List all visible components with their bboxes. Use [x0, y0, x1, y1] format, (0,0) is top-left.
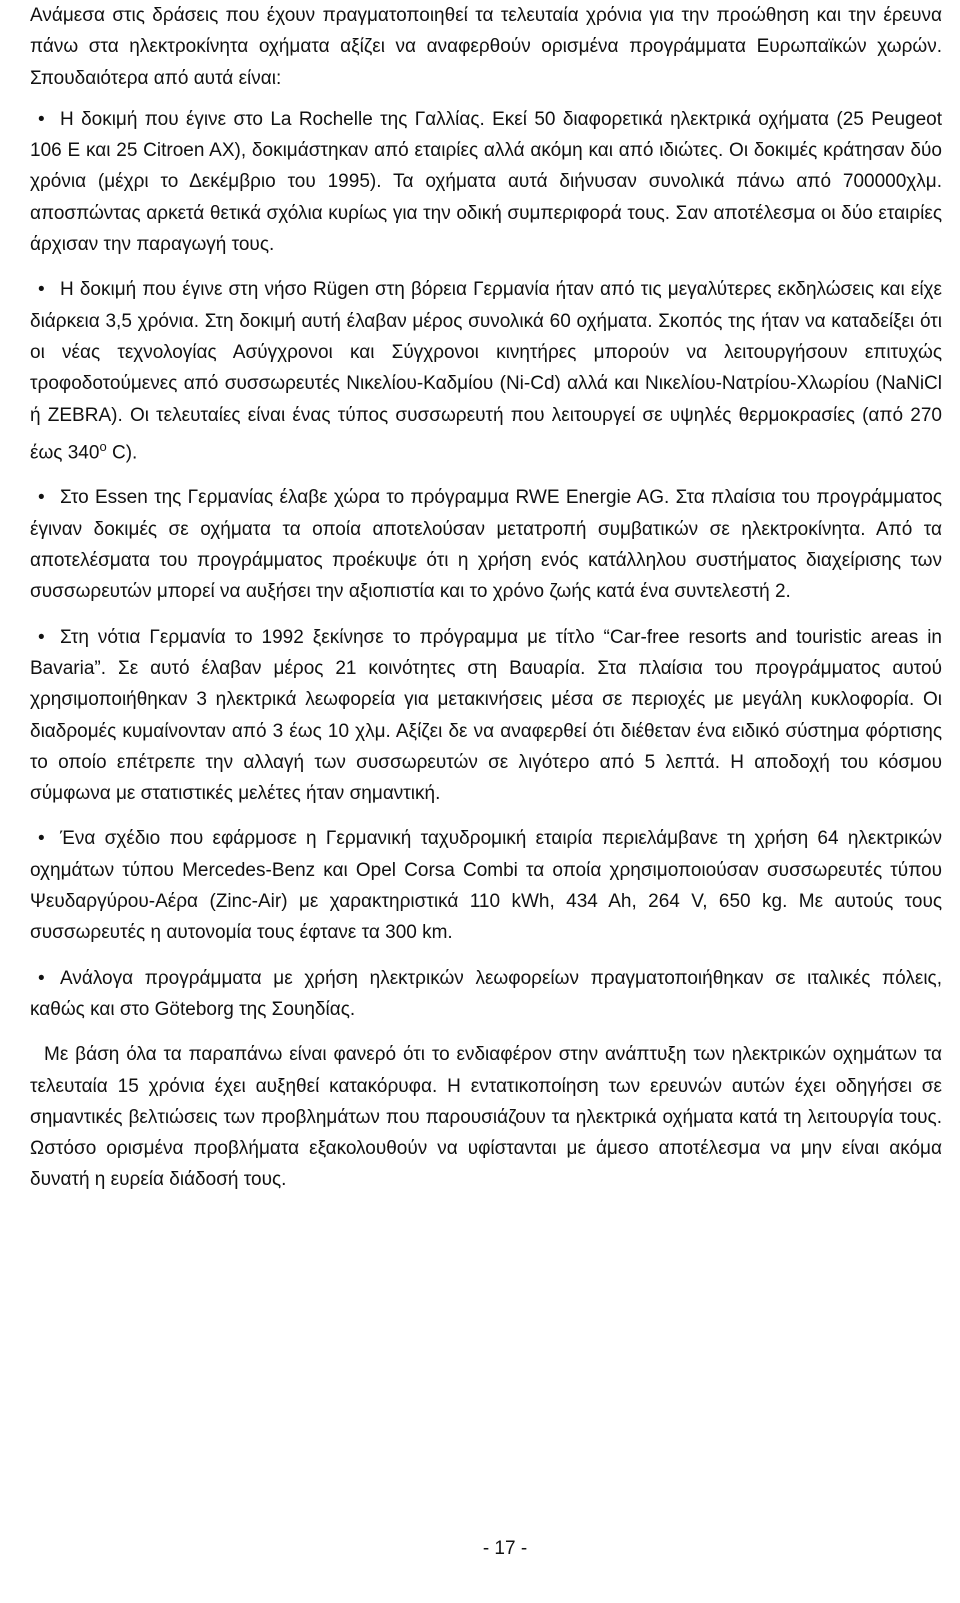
bullet-text: Στο Essen της Γερμανίας έλαβε χώρα το πρόγραμμα RWE Energie AG. Στα πλαίσια του προγράμματος έγιναν δοκιμές σε οχήματα τα οποία αποτελούσαν μετατροπή συμβατικών σε ηλεκτροκίνητα. Από τα αποτελέσματα του προγράμματος προέκυψε ότι η χρήση ενός κατάλληλου συστήματος διαχείρισης των συσσωρευτών μπορεί να αυξήσει την αξιοπιστία και το χρόνο ζωής κατά ένα συντελεστή 2.: [30, 487, 942, 603]
bullet-postal: [30, 823, 942, 948]
bullet-italy-goteborg: [30, 963, 942, 1026]
page-footer: [0, 1538, 960, 1560]
bullet-marker: •: [38, 487, 45, 509]
page-number: - 17 -: [482, 1538, 528, 1559]
bullet-text: Στη νότια Γερμανία το 1992 ξεκίνησε το πρόγραμμα με τίτλο “Car-free resorts and touristic areas in Bavaria”. Σε αυτό έλαβαν μέρος 21 κοινότητες στη Βαυαρία. Στα πλαίσια του προγράμματος αυτού χρησιμοποιήθηκαν 3 ηλεκτρικά λεωφορεία για μετακινήσεις μέσα σε περιοχές με μεγάλη κυκλοφορία. Οι διαδρομές κυμαίνονταν από 3 έως 10 χλμ. Αξίζει δε να αναφερθεί ότι διέθεταν ένα ειδικό σύστημα φόρτισης το οποίο επέτρεπε την αλλαγή των συσσωρευτών σε λιγότερο από 5 λεπτά. Η αποδοχή του κόσμου σύμφωνα με στατιστικές μελέτες ήταν σημαντική.: [30, 626, 942, 805]
bullet-marker: •: [38, 967, 45, 989]
bullet-marker: •: [38, 108, 45, 130]
degree-superscript: ο: [99, 438, 107, 454]
document-body: [30, 0, 942, 1196]
bullet-bavaria: [30, 622, 942, 810]
bullet-text-tail: C).: [106, 442, 138, 464]
bullet-la-rochelle: [30, 104, 942, 260]
bullet-text: Ανάλογα προγράμματα με χρήση ηλεκτρικών λεωφορείων πραγματοποιήθηκαν σε ιταλικές πόλεις, καθώς και στο Göteborg της Σουηδίας.: [30, 967, 942, 1020]
bullet-marker: •: [38, 828, 45, 850]
bullet-text: Η δοκιμή που έγινε στο La Rochelle της Γαλλίας. Εκεί 50 διαφορετικά ηλεκτρικά οχήματα (25 Peugeot 106 E και 25 Citroen AX), δοκιμάστηκαν από εταιρίες αλλά ακόμη και από ιδιώτες. Οι δοκιμές κράτησαν δύο χρόνια (μέχρι το Δεκέμβριο του 1995). Τα οχήματα αυτά διήνυσαν συνολικά πάνω από 700000χλμ. αποσπώντας αρκετά θετικά σχόλια κυρίως για την οδική συμπεριφορά τους. Σαν αποτέλεσμα οι δύο εταιρίες άρχισαν την παραγωγή τους.: [30, 108, 942, 256]
bullet-marker: •: [38, 626, 45, 648]
bullet-text: Ένα σχέδιο που εφάρμοσε η Γερμανική ταχυδρομική εταιρία περιελάμβανε τη χρήση 64 ηλεκτρικών οχημάτων τύπου Mercedes-Benz και Opel Corsa Combi τα οποία χρησιμοποιούσαν συσσωρευτές τύπου Ψευδαργύρου-Αέρα (Zinc-Air) με χαρακτηριστικά 110 kWh, 434 Ah, 264 V, 650 kg. Με αυτούς τους συσσωρευτές η αυτονομία τους έφτανε τα 300 km.: [30, 828, 942, 944]
closing-paragraph: Με βάση όλα τα παραπάνω είναι φανερό ότι το ενδιαφέρον στην ανάπτυξη των ηλεκτρικών οχημάτων τα τελευταία 15 χρόνια έχει αυξηθεί κατακόρυφα. Η εντατικοποίηση των ερευνών αυτών έχει οδηγήσει σε σημαντικές βελτιώσεις των προβλημάτων που παρουσιάζουν τα ηλεκτρικά οχήματα κατά τη λειτουργία τους. Ωστόσο ορισμένα προβλήματα εξακολουθούν να υφίστανται με άμεσο αποτέλεσμα να μην είναι ακόμα δυνατή η ευρεία διάδοσή τους.: [30, 1044, 942, 1191]
bullet-essen: [30, 482, 942, 607]
bullet-marker: •: [38, 279, 45, 301]
intro-paragraph: Ανάμεσα στις δράσεις που έχουν πραγματοποιηθεί τα τελευταία χρόνια για την προώθηση και την έρευνα πάνω στα ηλεκτροκίνητα οχήματα αξίζει να αναφερθούν ορισμένα προγράμματα Ευρωπαϊκών χωρών. Σπουδαιότερα από αυτά είναι:: [30, 5, 942, 89]
bullet-rugen: [30, 274, 942, 468]
bullet-text: Η δοκιμή που έγινε στη νήσο Rügen στη βόρεια Γερμανία ήταν από τις μεγαλύτερες εκδηλώσεις και είχε διάρκεια 3,5 χρόνια. Στη δοκιμή αυτή έλαβαν μέρος συνολικά 60 οχήματα. Σκοπός της ήταν να καταδείξει ότι οι νέας τεχνολογίας Ασύγχρονοι και Σύγχρονοι κινητήρες μπορούν να λειτουργήσουν επιτυχώς τροφοδοτούμενες από συσσωρευτές Νικελίου-Καδμίου (Ni-Cd) αλλά και Νικελίου-Νατρίου-Χλωρίου (NaNiCl ή ZEBRA). Οι τελευταίες είναι ένας τύπος συσσωρευτή που λειτουργεί σε υψηλές θερμοκρασίες (από 270 έως 340: [30, 279, 942, 464]
